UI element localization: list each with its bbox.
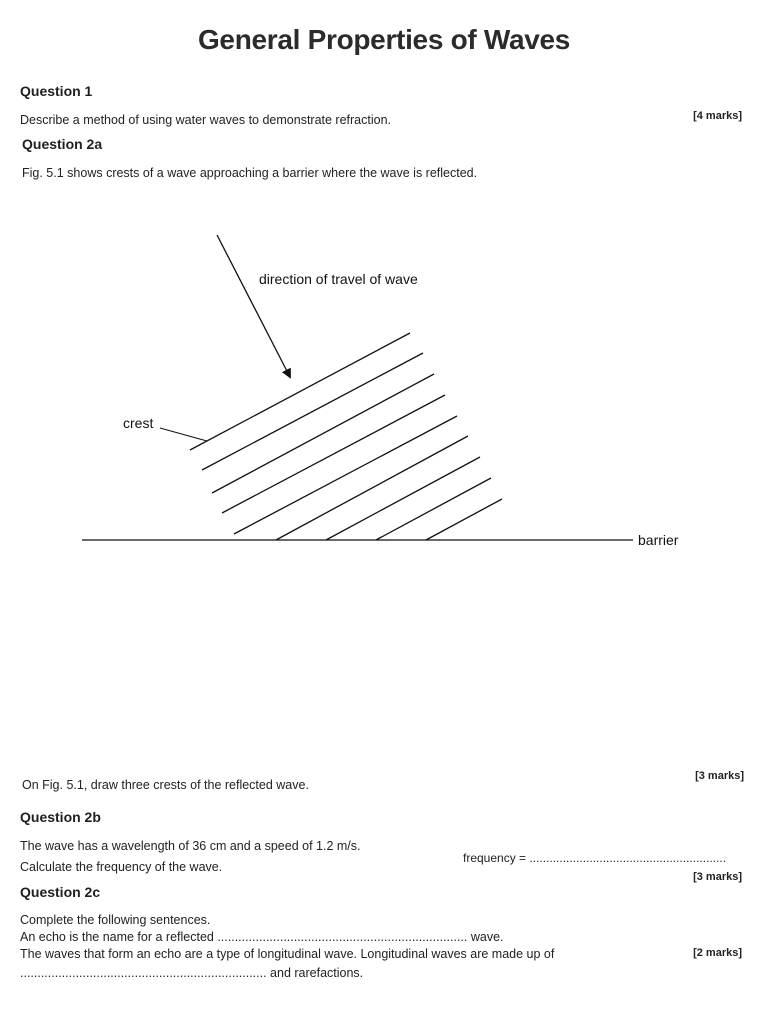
question-2c-line-1: Complete the following sentences.	[20, 913, 211, 927]
wave-crest	[276, 436, 468, 540]
question-2c-marks: [2 marks]	[693, 947, 742, 959]
crest-label: crest	[123, 415, 154, 431]
question-2c-line-2: An echo is the name for a reflected ........................................................................ wave.	[20, 930, 504, 944]
question-2c-line-4: ....................................................................... and rarefactions.	[20, 966, 364, 980]
question-2a-heading: Question 2a	[22, 136, 103, 152]
question-2b-line-1: The wave has a wavelength of 36 cm and a speed of 1.2 m/s.	[20, 839, 361, 853]
wave-crest	[202, 353, 423, 470]
direction-arrow	[217, 235, 290, 377]
question-1-heading: Question 1	[20, 83, 93, 99]
wave-crest	[376, 478, 491, 540]
wave-reflection-figure	[0, 190, 768, 570]
wave-crest	[222, 395, 445, 513]
wave-crest	[426, 499, 502, 540]
wave-crest	[234, 416, 457, 534]
crest-leader-line	[160, 428, 207, 441]
direction-label: direction of travel of wave	[259, 271, 418, 287]
wave-crests	[190, 333, 502, 540]
question-2b-line-2: Calculate the frequency of the wave.	[20, 860, 223, 874]
page-title: General Properties of Waves	[197, 24, 571, 55]
question-1-text: Describe a method of using water waves to demonstrate refraction.	[20, 113, 392, 127]
question-1-marks: [4 marks]	[693, 110, 742, 122]
question-2a-intro: Fig. 5.1 shows crests of a wave approaching a barrier where the wave is reflected.	[22, 166, 478, 180]
question-2a-instruction: On Fig. 5.1, draw three crests of the reflected wave.	[22, 778, 309, 792]
question-2b-heading: Question 2b	[20, 809, 101, 825]
frequency-answer-line: frequency = ...........................................................	[463, 851, 727, 865]
question-2a-marks: [3 marks]	[695, 770, 744, 782]
wave-crest	[326, 457, 480, 540]
wave-crest	[212, 374, 434, 493]
barrier-label: barrier	[638, 532, 679, 548]
question-2c-line-3: The waves that form an echo are a type of longitudinal wave. Longitudinal waves are made up of	[20, 947, 555, 961]
question-2b-marks: [3 marks]	[693, 871, 742, 883]
wave-crest	[190, 333, 410, 450]
question-2c-heading: Question 2c	[20, 884, 101, 900]
